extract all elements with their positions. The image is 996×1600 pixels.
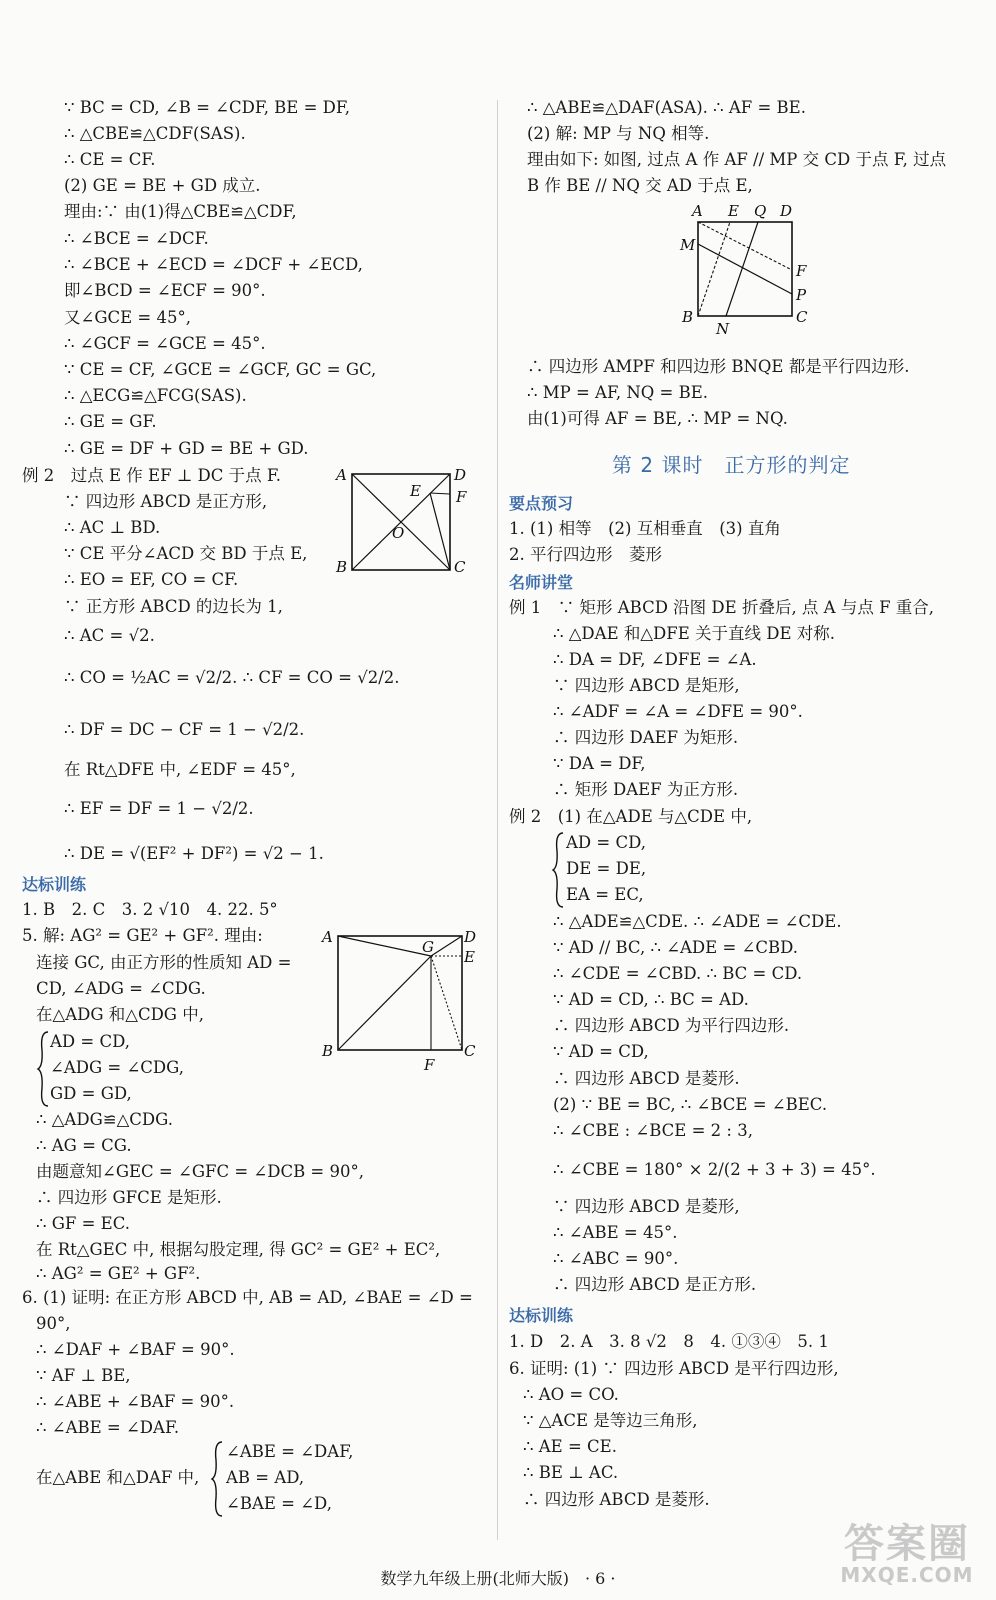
fig2-label-D: D: [464, 928, 477, 946]
fig1-label-B: B: [336, 558, 348, 576]
left-text-line: 90°,: [36, 1314, 71, 1333]
left-text-line: 6. (1) 证明: 在正方形 ABCD 中, AB = AD, ∠BAE = ∠D =: [22, 1288, 473, 1307]
right-text-line: ∴ △ABE≌△DAF(ASA). ∴ AF = BE.: [527, 98, 806, 117]
right-text-line: 2. 平行四边形 菱形: [509, 545, 662, 564]
right-text-line: ∴ ∠ABC = 90°.: [553, 1249, 679, 1268]
right-text-line: ∴ ∠ABE = 45°.: [553, 1223, 678, 1242]
brace-left-6: [210, 1440, 224, 1518]
right-text-line: ∴ ∠CBE = 180° × 2/(2 + 3 + 3) = 45°.: [553, 1160, 876, 1179]
left-text-line: ∴ △CBE≌△CDF(SAS).: [64, 124, 246, 143]
section-dabiao-right: 达标训练: [509, 1306, 574, 1325]
left-text-line: ∵ AF ⊥ BE,: [36, 1366, 131, 1385]
right-text-line: ∵ AD = CD, ∴ BC = AD.: [553, 990, 749, 1009]
right-text-line: 1. (1) 相等 (2) 互相垂直 (3) 直角: [509, 519, 781, 538]
fig2-label-F: F: [424, 1056, 435, 1072]
left-text-line: 理由:∵ 由(1)得△CBE≌△CDF,: [64, 202, 297, 221]
fig3-label-B: B: [682, 308, 694, 326]
left-text-line: 5. 解: AG² = GE² + GF². 理由:: [22, 926, 263, 945]
left-text-line: ∴ GE = DF + GD = BE + GD.: [64, 439, 309, 458]
right-text-line: ∴ 矩形 DAEF 为正方形.: [553, 780, 739, 799]
fig3-label-M: M: [680, 236, 696, 254]
left-text-line: ∵ CE 平分∠ACD 交 BD 于点 E,: [64, 544, 308, 563]
lesson-title: 第 2 课时 正方形的判定: [612, 453, 851, 477]
right-text-line: ∴ BE ⊥ AC.: [523, 1463, 619, 1482]
right-text-line: 理由如下: 如图, 过点 A 作 AF // MP 交 CD 于点 F, 过点: [527, 150, 947, 169]
left-text-line: ∵ 正方形 ABCD 的边长为 1,: [64, 597, 283, 616]
left-text-line: ∴ ∠BCE + ∠ECD = ∠DCF + ∠ECD,: [64, 255, 363, 274]
left-text-line: (2) GE = BE + GD 成立.: [64, 176, 261, 195]
fig1-label-A: A: [336, 466, 347, 484]
fig3-label-F: F: [796, 262, 807, 280]
right-text-line: 例 2 (1) 在△ADE 与△CDE 中,: [509, 807, 753, 826]
left-text-line: ∴ AC = √2.: [64, 626, 155, 645]
right-text-line: EA = EC,: [566, 885, 644, 904]
column-divider: [497, 100, 498, 1540]
fig3-label-E: E: [728, 202, 739, 220]
fig3-label-A: A: [692, 202, 703, 220]
left-text-line: ∴ 四边形 GFCE 是矩形.: [36, 1188, 222, 1207]
right-text-line: ∵ AD = CD,: [553, 1042, 649, 1061]
right-text-line: DE = DE,: [566, 859, 647, 878]
fig3-label-N: N: [716, 320, 730, 338]
left-text-line: 连接 GC, 由正方形的性质知 AD =: [36, 953, 292, 972]
left-text-line: GD = GD,: [50, 1084, 132, 1103]
right-text-line: ∴ 四边形 DAEF 为矩形.: [553, 728, 739, 747]
left-text-line: 在 Rt△GEC 中, 根据勾股定理, 得 GC² = GE² + EC²,: [36, 1240, 441, 1259]
left-text-line: 由题意知∠GEC = ∠GFC = ∠DCB = 90°,: [36, 1162, 364, 1181]
section-dabiao-left: 达标训练: [22, 875, 87, 894]
left-text-line: ∴ DF = DC − CF = 1 − √2/2.: [64, 720, 305, 739]
page-footer: 数学九年级上册(北师大版) · 6 ·: [380, 1569, 616, 1588]
fig1-label-C: C: [454, 558, 466, 576]
left-text-line: 在 Rt△DFE 中, ∠EDF = 45°,: [64, 760, 296, 779]
right-text-line: ∴ ∠CBE : ∠BCE = 2 : 3,: [553, 1121, 753, 1140]
section-yaodian: 要点预习: [509, 494, 574, 513]
brace-right-ex2: [551, 831, 565, 909]
left-text-line: AD = CD,: [50, 1032, 130, 1051]
left-text-line: ∠BAE = ∠D,: [226, 1494, 332, 1513]
right-text-line: ∴ 四边形 AMPF 和四边形 BNQE 都是平行四边形.: [527, 357, 910, 376]
right-text-line: ∴ MP = AF, NQ = BE.: [527, 383, 709, 402]
figure-square-mpnq: [676, 200, 816, 338]
left-text-line: ∴ EF = DF = 1 − √2/2.: [64, 799, 254, 818]
right-text-line: B 作 BE // NQ 交 AD 于点 E,: [527, 176, 753, 195]
fig3-label-P: P: [796, 286, 807, 304]
right-text-line: ∵ 四边形 ABCD 是矩形,: [553, 676, 740, 695]
left-text-line: ∴ CE = CF.: [64, 150, 156, 169]
right-text-line: (2) 解: MP 与 NQ 相等.: [527, 124, 710, 143]
left-text-line: 1. B 2. C 3. 2 √10 4. 22. 5°: [22, 900, 278, 919]
fig3-label-C: C: [796, 308, 808, 326]
left-text-line: 在△ADG 和△CDG 中,: [36, 1005, 204, 1024]
left-text-line: ∴ AC ⊥ BD.: [64, 518, 161, 537]
left-text-line: ∠ADG = ∠CDG,: [50, 1058, 184, 1077]
fig3-label-D: D: [780, 202, 793, 220]
left-text-line: ∴ CO = ½AC = √2/2. ∴ CF = CO = √2/2.: [64, 668, 400, 687]
fig2-label-B: B: [322, 1042, 334, 1060]
brace-left-5: [36, 1030, 50, 1108]
right-text-line: ∴ 四边形 ABCD 是菱形.: [523, 1490, 710, 1509]
left-text-line: ∵ CE = CF, ∠GCE = ∠GCF, GC = GC,: [64, 360, 377, 379]
right-text-line: ∴ △DAE 和△DFE 关于直线 DE 对称.: [553, 624, 836, 643]
right-text-line: ∵ △ACE 是等边三角形,: [523, 1411, 698, 1430]
left-text-line: ∴ GE = GF.: [64, 412, 157, 431]
right-text-line: ∵ AD // BC, ∴ ∠ADE = ∠CBD.: [553, 938, 798, 957]
fig2-label-A: A: [322, 928, 333, 946]
fig1-label-D: D: [454, 466, 467, 484]
left-text-line: AB = AD,: [226, 1468, 305, 1487]
left-text-line: ∴ DE = √(EF² + DF²) = √2 − 1.: [64, 844, 324, 863]
right-text-line: (2) ∵ BE = BC, ∴ ∠BCE = ∠BEC.: [553, 1095, 828, 1114]
right-text-line: ∴ AE = CE.: [523, 1437, 617, 1456]
section-mingshi: 名师讲堂: [509, 573, 574, 592]
fig1-label-O: O: [392, 524, 405, 542]
right-text-line: 例 1 ∵ 矩形 ABCD 沿图 DE 折叠后, 点 A 与点 F 重合,: [509, 598, 935, 617]
left-text-line: ∵ BC = CD, ∠B = ∠CDF, BE = DF,: [64, 98, 351, 117]
left-text-line: ∴ AG² = GE² + GF².: [36, 1264, 201, 1283]
left-text-line: ∴ ∠ABE = ∠DAF.: [36, 1418, 180, 1437]
fig3-label-Q: Q: [754, 202, 767, 220]
left-text-line: ∴ ∠BCE = ∠DCF.: [64, 229, 209, 248]
right-text-line: ∴ 四边形 ABCD 为平行四边形.: [553, 1016, 790, 1035]
left-text-line: ∴ △ADG≌△CDG.: [36, 1110, 173, 1129]
right-text-line: 1. D 2. A 3. 8 √2 8 4. ①③④ 5. 1: [509, 1332, 829, 1351]
left-text-line: CD, ∠ADG = ∠CDG.: [36, 979, 206, 998]
right-text-line: ∴ DA = DF, ∠DFE = ∠A.: [553, 650, 757, 669]
left-text-line: ∵ 四边形 ABCD 是正方形,: [64, 492, 268, 511]
figure-square-diagonals: [330, 462, 470, 578]
right-text-line: 由(1)可得 AF = BE, ∴ MP = NQ.: [527, 409, 788, 428]
left-text-line: ∠ABE = ∠DAF,: [226, 1442, 354, 1461]
fig1-label-E: E: [410, 482, 421, 500]
left-text-line: 在△ABE 和△DAF 中,: [36, 1468, 200, 1487]
left-text-line: ∴ △ECG≌△FCG(SAS).: [64, 386, 247, 405]
left-text-line: ∴ EO = EF, CO = CF.: [64, 570, 239, 589]
fig2-label-G: G: [422, 938, 434, 956]
right-text-line: ∴ △ADE≌△CDE. ∴ ∠ADE = ∠CDE.: [553, 912, 842, 931]
left-text-line: ∴ ∠DAF + ∠BAF = 90°.: [36, 1340, 235, 1359]
right-text-line: ∵ 四边形 ABCD 是菱形,: [553, 1197, 740, 1216]
fig2-label-E: E: [464, 948, 475, 966]
right-text-line: ∵ DA = DF,: [553, 754, 646, 773]
right-text-line: AD = CD,: [566, 833, 646, 852]
right-text-line: ∴ 四边形 ABCD 是正方形.: [553, 1275, 757, 1294]
left-text-line: 又∠GCE = 45°,: [64, 308, 191, 327]
left-text-line: 例 2 过点 E 作 EF ⊥ DC 于点 F.: [22, 466, 281, 485]
right-text-line: ∴ AO = CO.: [523, 1385, 619, 1404]
watermark-line2: MXQE.COM: [840, 1563, 974, 1587]
right-text-line: ∴ 四边形 ABCD 是菱形.: [553, 1069, 740, 1088]
left-text-line: ∴ ∠GCF = ∠GCE = 45°.: [64, 334, 266, 353]
left-text-line: ∴ ∠ABE + ∠BAF = 90°.: [36, 1392, 235, 1411]
left-text-line: ∴ AG = CG.: [36, 1136, 132, 1155]
fig2-label-C: C: [464, 1042, 476, 1060]
right-text-line: ∴ ∠CDE = ∠CBD. ∴ BC = CD.: [553, 964, 803, 983]
watermark-line1: 答案圈: [844, 1521, 970, 1567]
left-text-line: ∴ GF = EC.: [36, 1214, 131, 1233]
figure-square-g: [318, 924, 478, 1072]
left-text-line: 即∠BCD = ∠ECF = 90°.: [64, 281, 266, 300]
right-text-line: ∴ ∠ADF = ∠A = ∠DFE = 90°.: [553, 702, 803, 721]
fig1-label-F: F: [456, 488, 467, 506]
right-text-line: 6. 证明: (1) ∵ 四边形 ABCD 是平行四边形,: [509, 1359, 839, 1378]
watermark-logo: [832, 1512, 982, 1592]
